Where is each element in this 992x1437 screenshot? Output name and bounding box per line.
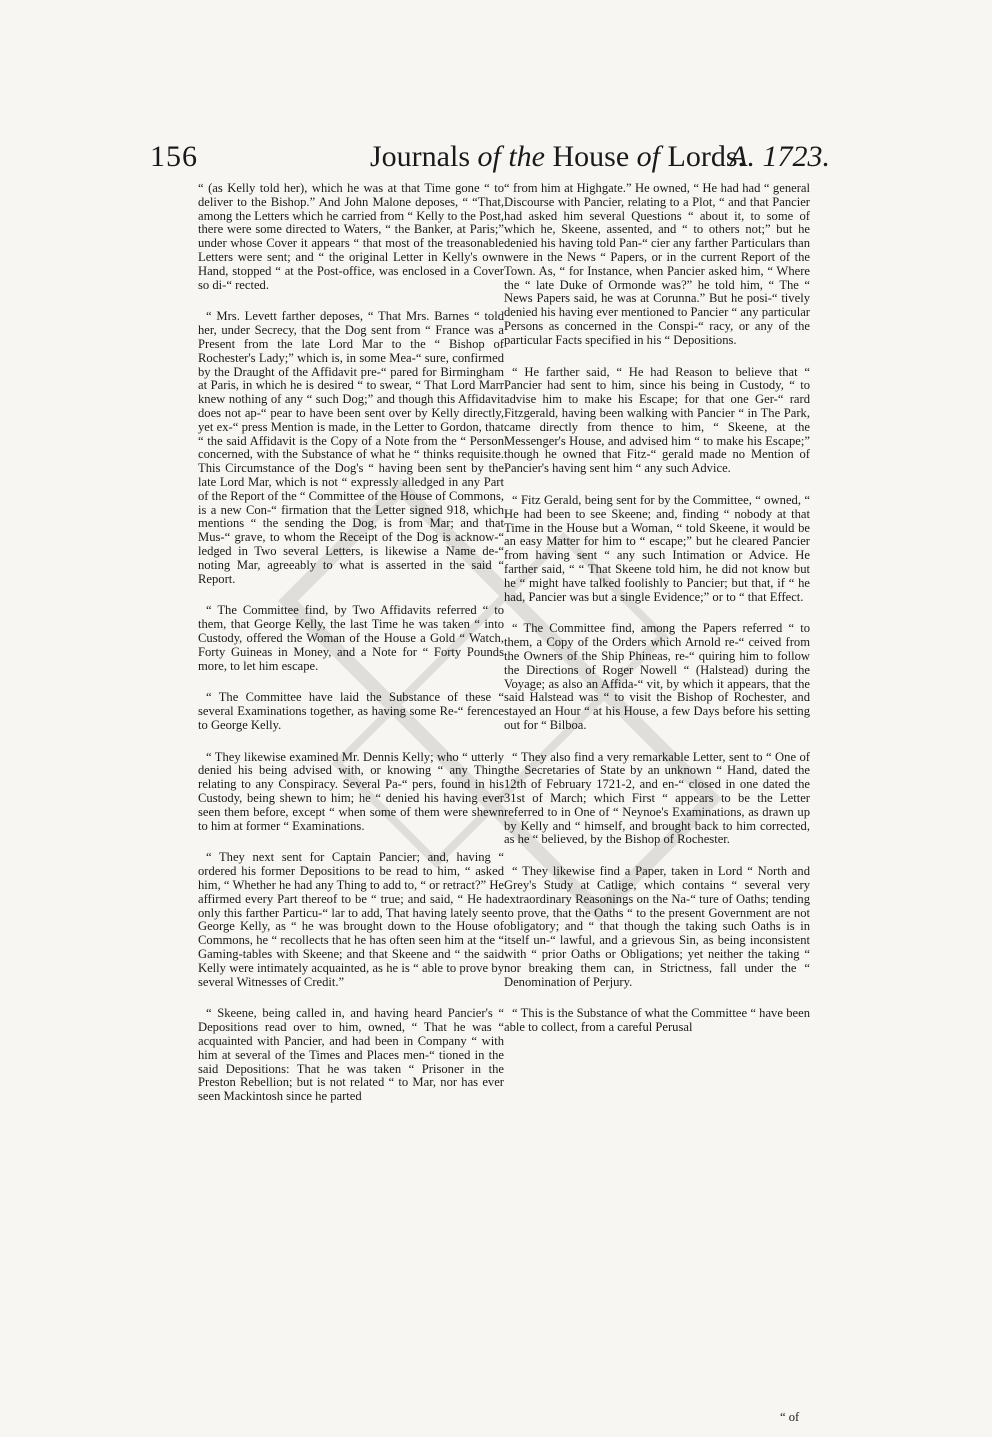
title-word-house: House — [552, 140, 630, 173]
page-number: 156 — [150, 140, 198, 173]
title-word-lords: Lords. — [667, 140, 745, 173]
paragraph: “ (as Kelly told her), which he was at that Time gone “ to deliver to the Bishop.” And John Malone deposes, “ “That, among the Letters which he carried from “ Kelly to the Post, there were some directed to Waters, “ the Banker, at Paris;” under whose Cover it appears “ that most of the treasonable Letters were sent; and “ the original Letter in Kelly's own Hand, stopped “ at the Post-office, was enclosed in a Cover so di-“ rected. — [198, 181, 504, 292]
title-word-of-the: of the — [477, 140, 545, 173]
page-header — [150, 140, 830, 180]
paragraph: “ Mrs. Levett farther deposes, “ That Mrs. Barnes “ told her, under Secrecy, that the Dog sent from “ France was a Present from the late Lord Mar to the “ Bishop of Rochester's Lady;” which is, in some Mea-“ sure, confirmed by the Draught of the Affidavit pre-“ pared for Birmingham at Paris, in which he is desired “ to swear, “ That Lord Marr knew nothing of any “ such Dog;” and though this Affidavit does not ap-“ pear to have been sent over by Kelly directly, yet ex-“ press Mention is made, in the Letter to Gordon, that “ the said Affidavit is the Copy of a Note from the “ Person concerned, with the Substance of what he “ thinks requisite. This Circumstance of the Dog's “ having been sent by the late Lord Mar, which is not “ expressly alledged in any Part of the Report of the “ Committee of the House of Commons, is a new Con-“ firmation that the Letter signed 918, which mentions “ the sending the Dog, is from Mar; and that Mus-“ grave, to whom the Receipt of the Dog is acknow-“ ledged in Two several Letters, is likewise a Name de-“ noting Mar, agreeably to what is asserted in the said “ Report. — [198, 309, 504, 586]
paragraph: “ This is the Substance of what the Committee “ have been able to collect, from a careful Perusal — [504, 1006, 810, 1035]
paragraph: “ They also find a very remarkable Letter, sent to “ One of the Secretaries of State by an unknown “ Hand, dated the 12th of February 1721-2, and en-“ closed in one dated the 31st of March; which First “ appears to be the Letter referred to in One of “ Neynoe's Examinations, as drawn up by Kelly and “ himself, and brought back to him corrected, as he “ believed, by the Bishop of Rochester. — [504, 749, 810, 847]
paragraph: “ He farther said, “ He had Reason to believe that “ Pancier had sent to him, since his being in Custody, “ to advise him to make his Escape; for that one Ger-“ rard Fitzgerald, having been walking with Pancier “ in The Park, came directly from thence to him, “ Skeene, at the Messenger's House, and advised him “ to make his Escape;” though he owned that Fitz-“ gerald made no Mention of Pancier's having sent him “ any such Advice. — [504, 364, 810, 476]
paragraph: “ They next sent for Captain Pancier; and, having “ ordered his former Depositions to be read to him, “ asked him, “ Whether he had any Thing to add to, “ or retract?” He affirmed every Part thereof to be “ true; and said, “ He had only this farther Particu-“ lar to add, That having lately seen George Kelly, as “ he was brought down to the House of Commons, he “ recollects that he has often seen him at the “ Gaming-tables with Skeene; and that Skeene and “ the said Kelly were intimately acquainted, as he is “ able to prove by several Witnesses of Credit.” — [198, 850, 504, 989]
title-word-journals: Journals — [370, 140, 470, 173]
left-text-column — [198, 182, 504, 1122]
paragraph: “ from him at Highgate.” He owned, “ He had had “ general Discourse with Pancier, relating to a Plot, “ and that Pancier had asked him several Questions “ about it, to some of which he, Skeene, assented, and “ to others not;” but he denied his having told Pan-“ cier any farther Particulars than were in the News “ Papers, or in the current Report of the Town. As, “ for Instance, when Pancier asked him, “ Where the “ late Duke of Ormonde was?” he told him, “ The “ News Papers said, he was at Corunna.” But he posi-“ tively denied his having ever mentioned to Pancier “ any particular Persons as concerned in the Conspi-“ racy, or any of the particular Facts specified in his “ Depositions. — [504, 181, 810, 347]
paragraph: “ Fitz Gerald, being sent for by the Committee, “ owned, “ He had been to see Skeene; and, finding “ nobody at that Time in the House but a Woman, “ told Skeene, it would be an easy Matter for him to “ escape;” but he cleared Pancier from having sent “ any such Intimation or Advice. He farther said, “ “ That Skeene told him, he did not know but he “ might have talked foolishly to Pancier; but that, if “ he had, Pancier was but a single Evidence;” or to “ that Effect. — [504, 492, 810, 604]
paragraph: “ Skeene, being called in, and having heard Pancier's “ Depositions read over to him, owned, “ That he was “ acquainted with Pancier, and had been in Company “ with him at several of the Times and Places men-“ tioned in the said Depositions: That he was taken “ Prisoner in the Preston Rebellion; but is not related “ to Mar, nor has ever seen Mackintosh since he parted — [198, 1006, 504, 1104]
paragraph: “ They likewise examined Mr. Dennis Kelly; who “ utterly denied his being advised with, or knowing “ any Thing relating to any Conspiracy. Several Pa-“ pers, found in his Custody, being shewn to him; he “ denied his having ever seen them before, except “ when some of them were shewn to him at former “ Examinations. — [198, 749, 504, 833]
title-word-of: of — [636, 140, 660, 173]
paragraph: “ The Committee find, by Two Affidavits referred “ to them, that George Kelly, the last Time he was taken “ into Custody, offered the Woman of the House a Gold “ Watch, Forty Guineas in Money, and a Note for “ Forty Pounds more, to let him escape. — [198, 603, 504, 673]
paragraph: “ They likewise find a Paper, taken in Lord “ North and Grey's Study at Catlige, which contains “ several very extraordinary Reasonings on the Na-“ ture of Oaths; tending to prove, that the Oaths “ to the present Government are not obligatory; and “ that though the taking such Oaths is in itself un-“ lawful, and a grievous Sin, as being inconsistent with “ prior Oaths or Obligations; yet neither the taking “ nor breaking them can, in Strictness, fall under the “ Denomination of Perjury. — [504, 864, 810, 989]
year-marker: A. 1723. — [729, 140, 830, 173]
paragraph: “ The Committee find, among the Papers referred “ to them, a Copy of the Orders which Arnold re-“ ceived from the Owners of the Ship Phineas, re-“ quiring him to follow the Directions of Roger Nowell “ (Halstead) during the Voyage; as also an Affida-“ vit, by which it appears, that the said Halstead was “ to visit the Bishop of Rochester, and stayed an Hour “ at his House, a few Days before his setting out for “ Bilboa. — [504, 621, 810, 732]
right-text-column — [504, 182, 810, 1053]
running-title — [370, 140, 745, 174]
paragraph: “ The Committee have laid the Substance of these “ several Examinations together, as having some Re-“ ference to George Kelly. — [198, 690, 504, 732]
catchword: “ of — [780, 1410, 800, 1424]
